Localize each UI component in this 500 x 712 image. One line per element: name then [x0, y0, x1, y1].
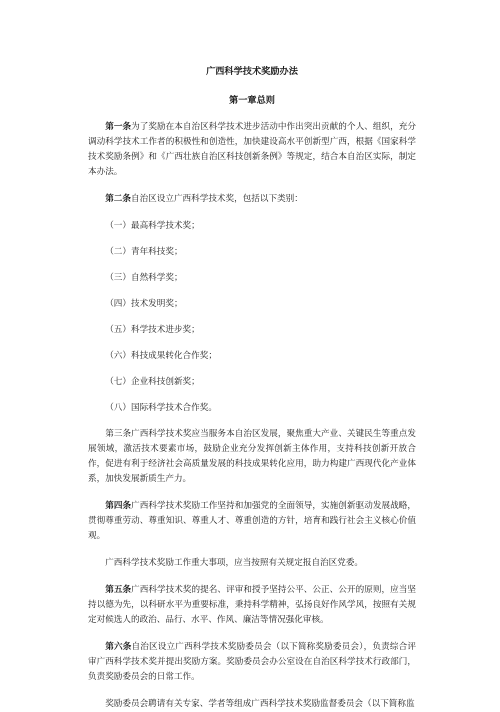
article-4-supplement: 广西科学技术奖励工作重大事项，应当按照有关规定报自治区党委。 [105, 558, 364, 568]
award-category: （七）企业科技创新奖； [105, 377, 200, 387]
article-2-text: 自治区设立广西科学技术奖，包括以下类别： [130, 194, 303, 204]
article-1 [88, 120, 416, 180]
article-6-label: 第六条 [105, 642, 132, 652]
chapter-heading: 第一章总则 [229, 95, 275, 106]
award-category: （八）国际科学技术合作奖。 [105, 403, 217, 413]
article-1-label: 第一条 [105, 122, 132, 132]
award-category: （二）青年科技奖； [105, 247, 183, 257]
article-4-text: 广西科学技术奖励工作坚持和加强党的全面领导，实施创新驱动发展战略，贯彻尊重劳动、尊重知识、尊重人才、尊重创造的方针，培育和践行社会主义核心价值观。 [88, 501, 416, 541]
article-5-label: 第五条 [105, 585, 132, 595]
article-6-supplement: 奖励委员会聘请有关专家、学者等组成广西科学技术奖励监督委员会（以下简称监 [105, 699, 415, 709]
article-1-text: 为了奖励在本自治区科学技术进步活动中作出突出贡献的个人、组织，充分调动科学技术工作者的积极性和创造性，加快建设高水平创新型广西，根据《国家科学技术奖励条例》和《广西壮族自治区科技创新条例》等规定，结合本自治区实际，制定本办法。 [88, 122, 416, 177]
award-category: （六）科技成果转化合作奖； [105, 351, 217, 361]
article-3: 第三条广西科学技术奖应当服务本自治区发展，聚焦重大产业、关键民生等重点发展领域，激活技术要素市场，鼓励企业充分发挥创新主体作用，支持科技创新开放合作，促进有利于经济社会高质量发展的科技成果转化应用，助力构建广西现代化产业体系，加快发展新质生产力。 [88, 429, 416, 484]
article-4 [88, 499, 416, 544]
award-category: （一）最高科学技术奖； [105, 221, 200, 231]
award-category: （四）技术发明奖； [105, 299, 183, 309]
article-2-label: 第二条 [105, 194, 131, 204]
article-4-label: 第四条 [105, 501, 132, 511]
document-title: 广西科学技术奖励办法 [206, 66, 298, 77]
article-5 [88, 583, 416, 628]
article-2 [88, 192, 416, 207]
article-6 [88, 640, 416, 685]
award-category: （五）科学技术进步奖； [105, 325, 200, 335]
article-6-text: 自治区设立广西科学技术奖励委员会（以下简称奖励委员会），负责综合评审广西科学技术奖并提出奖励方案。奖励委员会办公室设在自治区科学技术行政部门，负责奖励委员会的日常工作。 [88, 642, 416, 682]
article-5-text: 广西科学技术奖的提名、评审和授予坚持公平、公正、公开的原则，应当坚持以德为先，以科研水平为重要标准，秉持科学精神，弘扬良好作风学风，按照有关规定对候选人的政治、品行、水平、作风、廉洁等情况强化审核。 [88, 585, 416, 625]
award-category: （三）自然科学奖； [105, 273, 183, 283]
